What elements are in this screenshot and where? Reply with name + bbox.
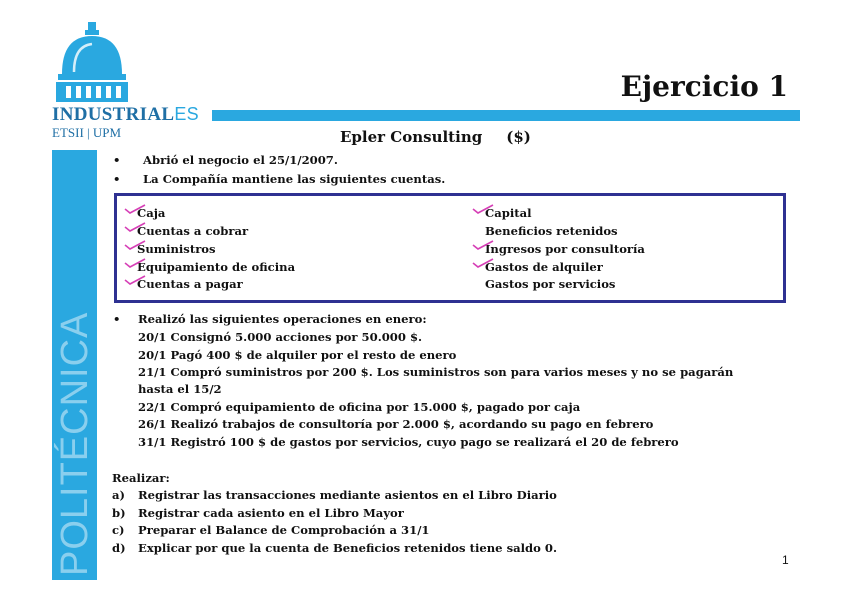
- task-text: Registrar cada asiento en el Libro Mayor: [138, 506, 404, 520]
- operation-line: 20/1 Consignó 5.000 acciones por 50.000 $.: [138, 330, 423, 344]
- operation-line: 26/1 Realizó trabajos de consultoría por 2.000 $, acordando su pago en febrero: [138, 417, 654, 431]
- intro-item: [113, 153, 338, 167]
- task-item: [112, 488, 557, 502]
- account-item: Ingresos por consultoría: [485, 242, 645, 256]
- operation-line: 20/1 Pagó 400 $ de alquiler por el resto de enero: [138, 348, 457, 362]
- check-mark-icon: [124, 257, 146, 269]
- operation-line: 21/1 Compró suministros por 200 $. Los suministros son para varios meses y no se pagarán: [138, 365, 734, 379]
- operation-line: 22/1 Compró equipamiento de oficina por 15.000 $, pagado por caja: [138, 400, 581, 414]
- account-item: Cuentas a cobrar: [137, 224, 249, 238]
- page-number: 1: [782, 553, 789, 567]
- side-bar-text: POLITÉCNICA: [54, 311, 96, 576]
- dome-building-icon: [52, 22, 132, 104]
- bullet: •: [113, 312, 121, 326]
- task-letter: a): [112, 488, 125, 502]
- intro-text: La Compañía mantiene las siguientes cuentas.: [143, 172, 446, 186]
- account-item: Beneficios retenidos: [485, 224, 618, 238]
- header-bar: [212, 110, 800, 121]
- tasks-heading: Realizar:: [112, 471, 170, 485]
- brand-name-main: INDUSTRIAL: [52, 104, 175, 125]
- task-letter: b): [112, 506, 126, 520]
- operations-heading: [113, 312, 427, 326]
- brand-name-suffix: ES: [174, 104, 199, 124]
- account-item: Capital: [485, 206, 532, 220]
- operation-line: hasta el 15/2: [138, 382, 222, 396]
- task-letter: d): [112, 541, 126, 555]
- check-mark-icon: [472, 257, 494, 269]
- company-name: Epler Consulting: [340, 128, 483, 146]
- intro-item: [113, 172, 445, 186]
- operations-heading-text: Realizó las siguientes operaciones en enero:: [138, 312, 427, 326]
- operation-line: 31/1 Registró 100 $ de gastos por servicios, cuyo pago se realizará el 20 de febrero: [138, 435, 679, 449]
- brand-subtitle: ETSII | UPM: [52, 125, 122, 140]
- task-item: [112, 506, 404, 520]
- account-item: Suministros: [137, 242, 216, 256]
- task-letter: c): [112, 523, 125, 537]
- check-mark-icon: [124, 239, 146, 251]
- task-item: [112, 523, 430, 537]
- account-item: Gastos de alquiler: [485, 260, 603, 274]
- account-item: Cuentas a pagar: [137, 277, 243, 291]
- company-heading: [340, 128, 531, 146]
- account-item: Gastos por servicios: [485, 277, 616, 291]
- account-item: Equipamiento de oficina: [137, 260, 296, 274]
- currency-label: ($): [506, 128, 531, 146]
- check-mark-icon: [472, 239, 494, 251]
- bullet: •: [113, 172, 121, 186]
- intro-text: Abrió el negocio el 25/1/2007.: [143, 153, 338, 167]
- bullet: •: [113, 153, 121, 167]
- task-text: Preparar el Balance de Comprobación a 31/1: [138, 523, 430, 537]
- brand-name: [52, 104, 199, 126]
- check-mark-icon: [124, 221, 146, 233]
- check-mark-icon: [124, 274, 146, 286]
- check-mark-icon: [124, 203, 146, 215]
- account-item: Caja: [137, 206, 166, 220]
- task-text: Explicar por que la cuenta de Beneficios retenidos tiene saldo 0.: [138, 541, 558, 555]
- task-item: [112, 541, 557, 555]
- task-text: Registrar las transacciones mediante asientos en el Libro Diario: [138, 488, 557, 502]
- page-title: Ejercicio 1: [620, 70, 788, 103]
- check-mark-icon: [472, 203, 494, 215]
